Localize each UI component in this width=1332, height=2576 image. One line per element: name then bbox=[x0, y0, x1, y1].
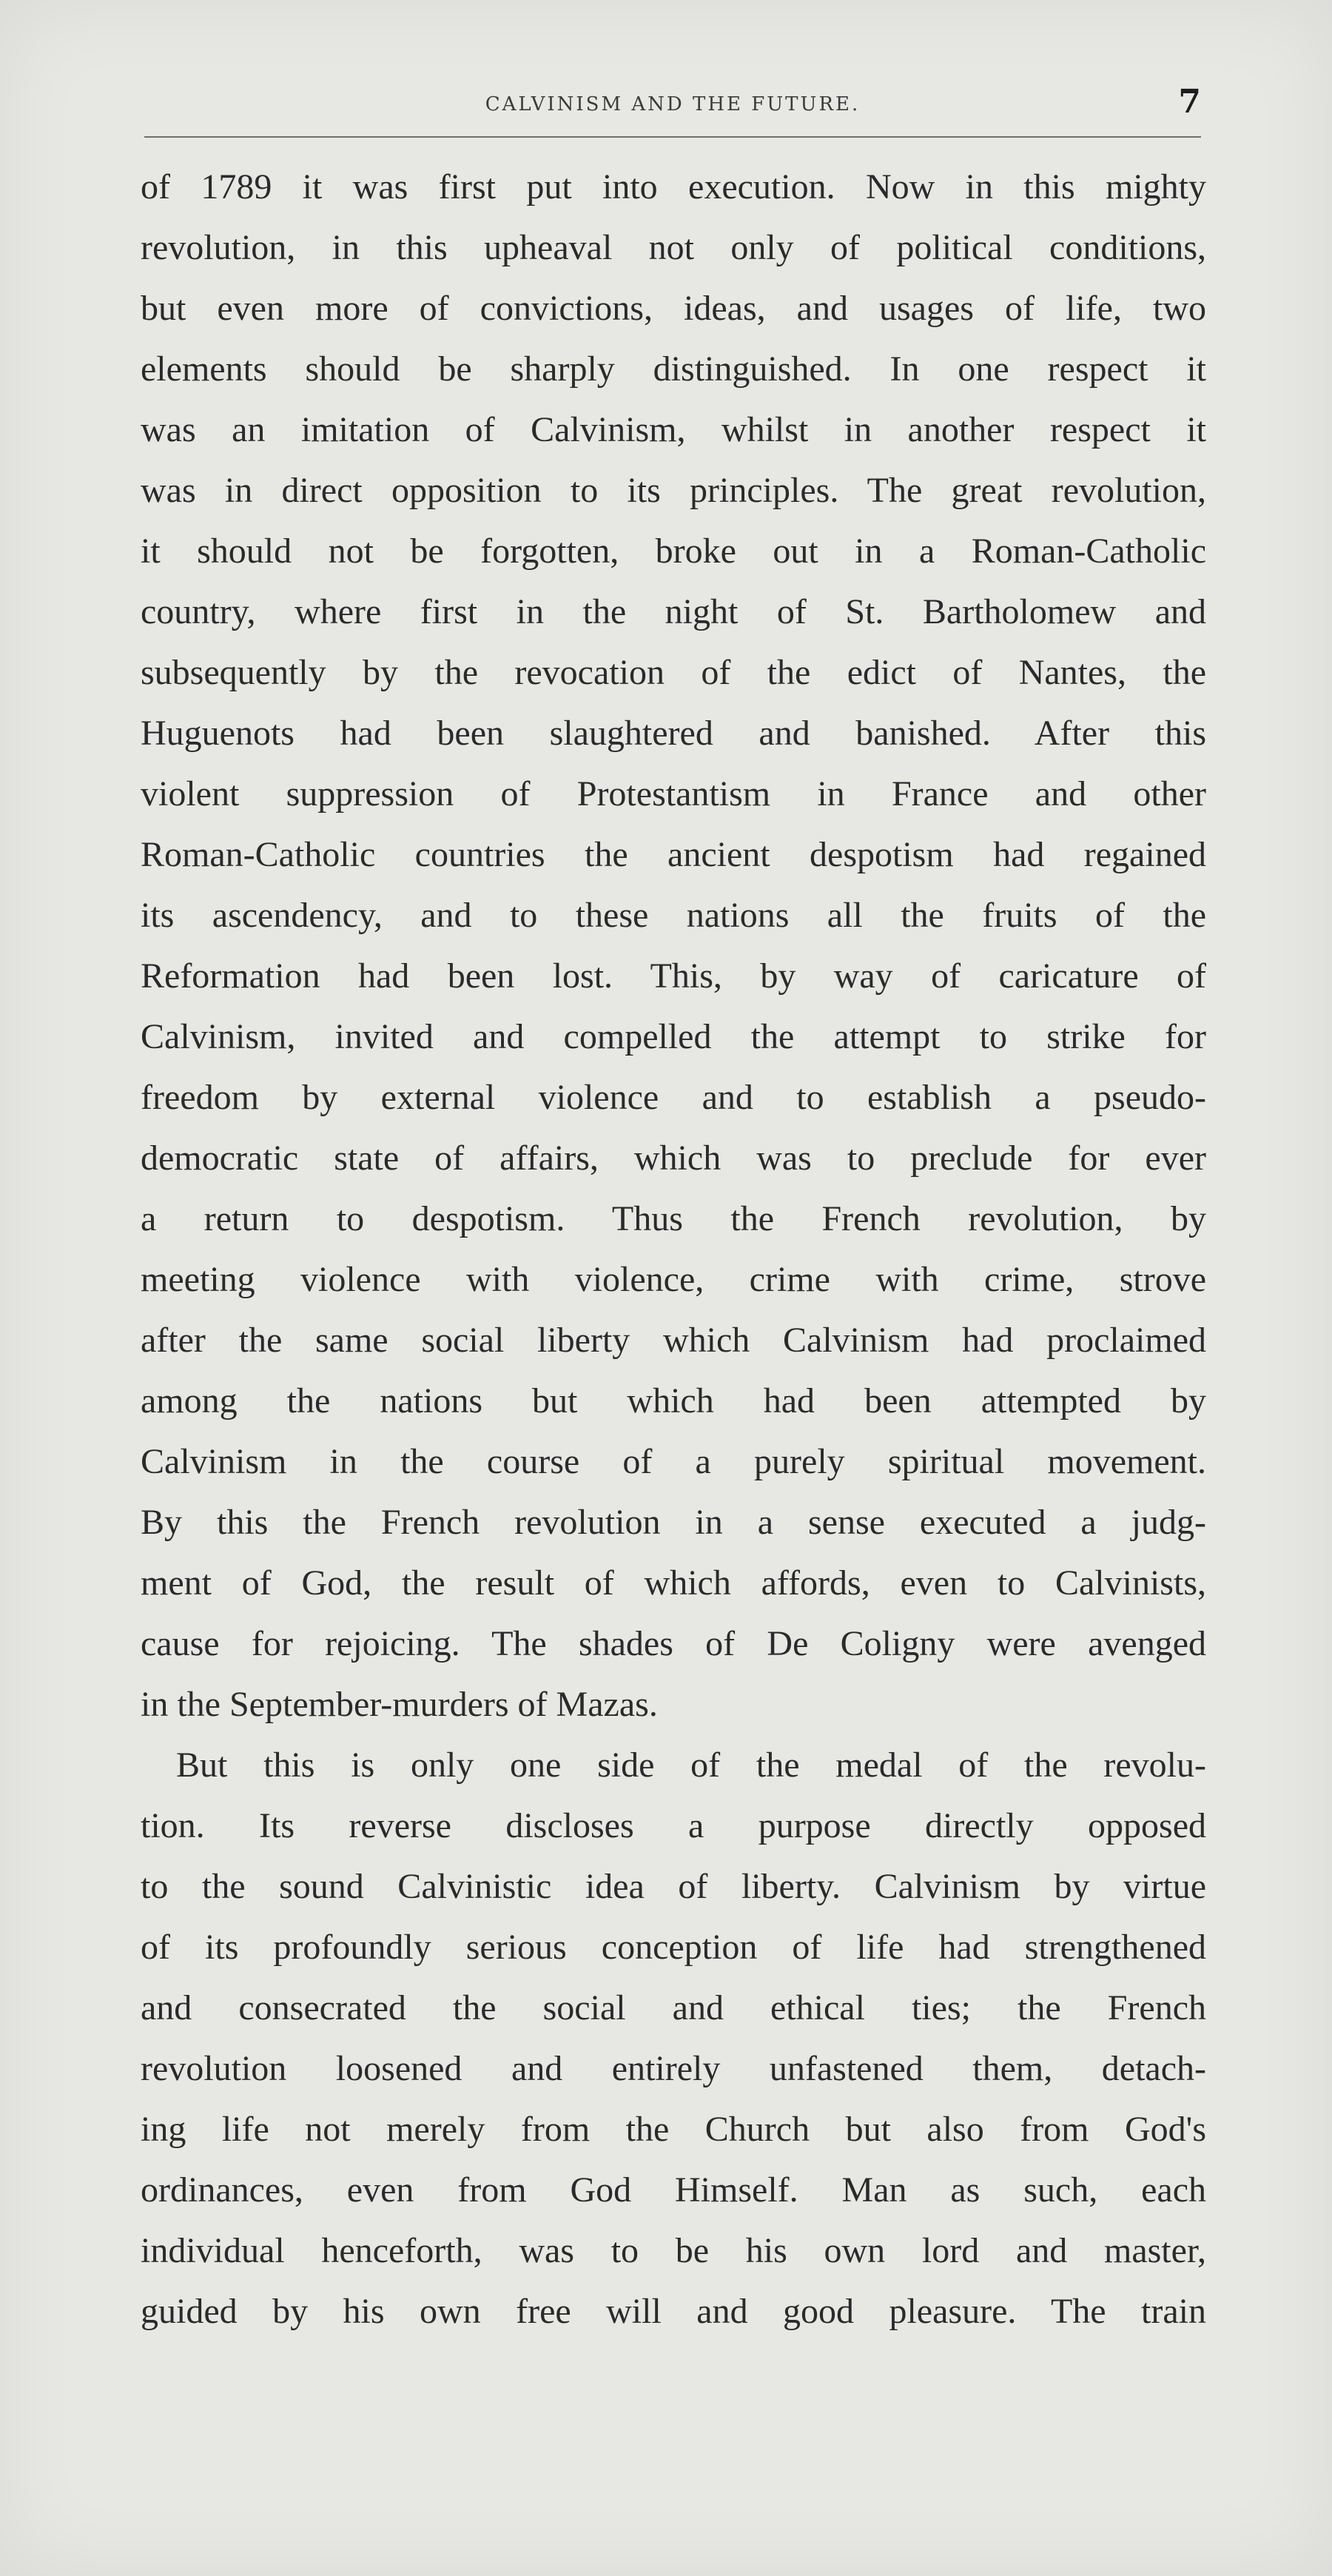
text-line: violent suppression of Protestantism in France and other bbox=[141, 774, 1206, 814]
text-line: democratic state of affairs, which was to preclude for ever bbox=[141, 1138, 1206, 1178]
text-line: ing life not merely from the Church but also from God's bbox=[141, 2110, 1206, 2149]
text-line: Huguenots had been slaughtered and banished. After this bbox=[141, 714, 1206, 753]
text-line: but even more of convictions, ideas, and usages of life, two bbox=[141, 289, 1206, 328]
paragraph bbox=[141, 1735, 1206, 2342]
text-line: revolution, in this upheaval not only of political conditions, bbox=[141, 228, 1206, 267]
text-line: its ascendency, and to these nations all the fruits of the bbox=[141, 896, 1206, 935]
header-rule bbox=[144, 136, 1201, 138]
text-line: Roman-Catholic countries the ancient despotism had regained bbox=[141, 835, 1206, 874]
text-line: But this is only one side of the medal of the revolu- bbox=[176, 1745, 1206, 1785]
text-line: Reformation had been lost. This, by way of caricature of bbox=[141, 956, 1206, 996]
text-line: guided by his own free will and good pleasure. The train bbox=[141, 2292, 1206, 2331]
text-line: ordinances, even from God Himself. Man as such, each bbox=[141, 2170, 1206, 2210]
text-line: and consecrated the social and ethical ties; the French bbox=[141, 1988, 1206, 2027]
page-header bbox=[144, 83, 1201, 136]
text-line: was in direct opposition to its principles. The great revolution, bbox=[141, 471, 1206, 510]
text-line: cause for rejoicing. The shades of De Coligny were avenged bbox=[141, 1624, 1206, 1663]
text-line: elements should be sharply distinguished. In one respect it bbox=[141, 349, 1206, 389]
text-line: country, where first in the night of St. Bartholomew and bbox=[141, 592, 1206, 631]
text-line: ment of God, the result of which affords, even to Calvinists, bbox=[141, 1563, 1206, 1603]
text-line: Calvinism, invited and compelled the attempt to strike for bbox=[141, 1017, 1206, 1056]
text-line: to the sound Calvinistic idea of liberty. Calvinism by virtue bbox=[141, 1867, 1206, 1906]
text-line: in the September-murders of Mazas. bbox=[141, 1685, 658, 1724]
text-line: it should not be forgotten, broke out in a Roman-Catholic bbox=[141, 531, 1206, 571]
page-number: 7 bbox=[1178, 83, 1201, 121]
text-line: among the nations but which had been attempted by bbox=[141, 1381, 1206, 1421]
text-line: of its profoundly serious conception of life had strengthened bbox=[141, 1928, 1206, 1967]
body-text bbox=[141, 157, 1206, 2342]
text-line: meeting violence with violence, crime with crime, strove bbox=[141, 1260, 1206, 1299]
paragraph bbox=[141, 157, 1206, 1735]
text-line: of 1789 it was first put into execution. Now in this mighty bbox=[141, 167, 1206, 207]
text-line: a return to despotism. Thus the French revolution, by bbox=[141, 1199, 1206, 1238]
text-line: subsequently by the revocation of the edict of Nantes, the bbox=[141, 653, 1206, 692]
text-line: after the same social liberty which Calvinism had proclaimed bbox=[141, 1321, 1206, 1360]
running-title: CALVINISM AND THE FUTURE. bbox=[485, 93, 861, 115]
text-line: By this the French revolution in a sense executed a judg- bbox=[141, 1503, 1206, 1542]
text-line: revolution loosened and entirely unfastened them, detach- bbox=[141, 2049, 1206, 2088]
text-line: Calvinism in the course of a purely spiritual movement. bbox=[141, 1442, 1206, 1481]
text-line: tion. Its reverse discloses a purpose directly opposed bbox=[141, 1806, 1206, 1845]
text-line: was an imitation of Calvinism, whilst in another respect it bbox=[141, 410, 1206, 449]
text-line: individual henceforth, was to be his own lord and master, bbox=[141, 2231, 1206, 2270]
text-line: freedom by external violence and to establish a pseudo- bbox=[141, 1078, 1206, 1117]
